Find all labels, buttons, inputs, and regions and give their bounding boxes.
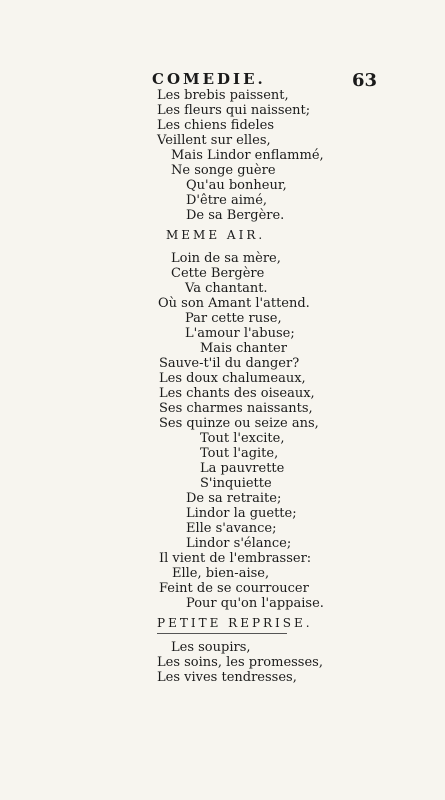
verse-line: Veillent sur elles, — [157, 133, 271, 148]
verse-line: Ne songe guère — [171, 163, 276, 178]
verse-line: Ses quinze ou seize ans, — [159, 416, 319, 431]
verse-line: Ses charmes naissants, — [159, 401, 313, 416]
verse-line: Les chants des oiseaux, — [159, 386, 315, 401]
verse-line: Sauve-t'il du danger? — [159, 356, 300, 371]
verse-line: Pour qu'on l'appaise. — [186, 596, 324, 611]
verse-line: Lindor la guette; — [186, 506, 297, 521]
verse-line: Il vient de l'embrasser: — [159, 551, 312, 566]
verse-line: Tout l'agite, — [200, 446, 279, 461]
verse-line: S'inquiette — [200, 476, 272, 491]
heading-underline — [157, 633, 287, 634]
verse-line: Les soupirs, — [171, 640, 251, 655]
verse-line: De sa Bergère. — [186, 208, 285, 223]
page-number: 63 — [352, 70, 378, 91]
verse-line: Les soins, les promesses, — [157, 655, 323, 670]
verse-line: Mais Lindor enflammé, — [171, 148, 324, 163]
verse-line: Elle s'avance; — [186, 521, 277, 536]
verse-line: Où son Amant l'attend. — [158, 296, 310, 311]
section-heading-meme-air: MEME AIR. — [166, 228, 266, 242]
verse-line: Va chantant. — [185, 281, 268, 296]
verse-line: Elle, bien-aise, — [172, 566, 270, 581]
verse-line: Loin de sa mère, — [171, 251, 281, 266]
verse-line: Lindor s'élance; — [186, 536, 292, 551]
verse-line: Les fleurs qui naissent; — [157, 103, 311, 118]
verse-line: Les chiens fideles — [157, 118, 275, 133]
verse-line: D'être aimé, — [186, 193, 268, 208]
verse-line: De sa retraite; — [186, 491, 282, 506]
verse-line: Qu'au bonheur, — [186, 178, 287, 193]
verse-line: Par cette ruse, — [185, 311, 282, 326]
verse-line: Les doux chalumeaux, — [159, 371, 306, 386]
verse-line: Tout l'excite, — [200, 431, 285, 446]
verse-line: L'amour l'abuse; — [185, 326, 295, 341]
verse-line: Cette Bergère — [171, 266, 265, 281]
section-heading-petite-reprise: PETITE REPRISE. — [157, 616, 313, 630]
verse-line: Les vives tendresses, — [157, 670, 297, 685]
verse-line: Les brebis paissent, — [157, 88, 289, 103]
running-title: COMEDIE. — [152, 70, 266, 88]
verse-line: La pauvrette — [200, 461, 285, 476]
verse-line: Feint de se courroucer — [159, 581, 309, 596]
verse-line: Mais chanter — [200, 341, 287, 356]
